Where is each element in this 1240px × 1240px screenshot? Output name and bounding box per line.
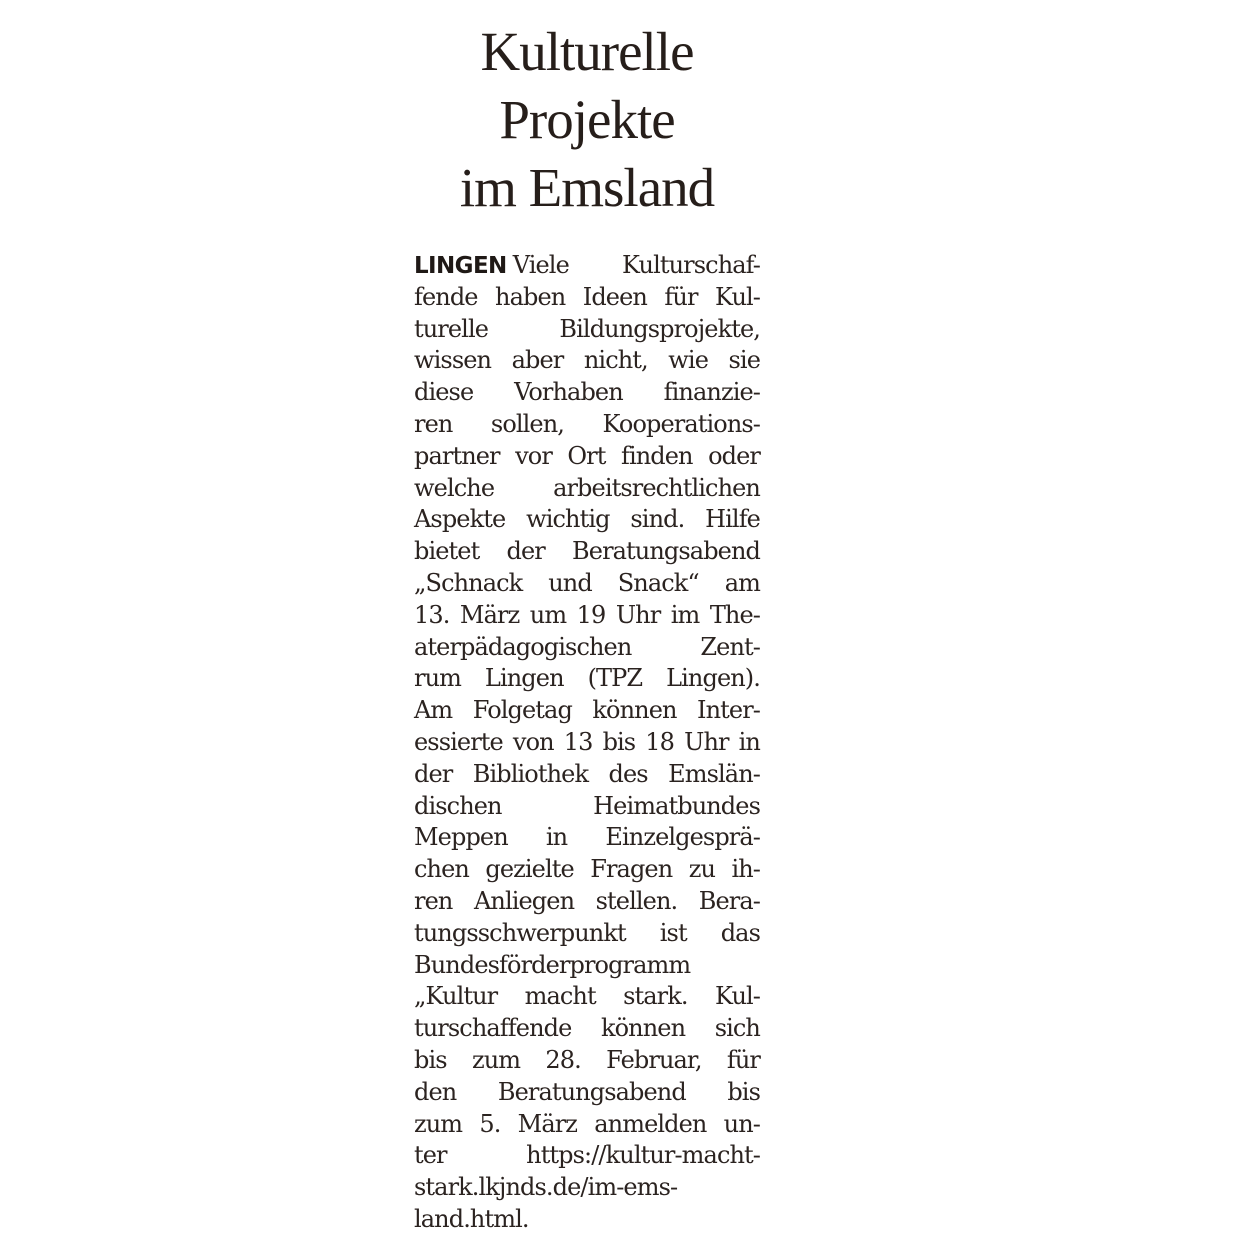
body-line: ter https://kultur-macht-: [414, 1141, 760, 1170]
body-line: stark.lkjnds.de/im-ems-: [414, 1173, 678, 1202]
headline-line-3: im Emsland: [459, 157, 715, 218]
body-line: tungsschwerpunkt ist das: [414, 918, 760, 947]
body-line: den Beratungsabend bis: [414, 1077, 760, 1106]
body-line: bis zum 28. Februar, für: [414, 1045, 760, 1074]
body-line: turschaffende können sich: [414, 1014, 760, 1043]
body-line-first: [414, 250, 760, 282]
body-line: land.html.: [414, 1204, 529, 1233]
headline-line-1: Kulturelle: [480, 21, 694, 82]
body-line: Bundesförderprogramm: [414, 950, 691, 979]
body-line: dischen Heimatbundes: [414, 791, 760, 820]
article-body: [414, 250, 760, 1236]
body-line: ren sollen, Kooperations-: [414, 409, 760, 438]
body-line: Aspekte wichtig sind. Hilfe: [414, 505, 760, 534]
body-line: diese Vorhaben finanzie-: [414, 378, 760, 407]
body-line: wissen aber nicht, wie sie: [414, 346, 760, 375]
body-line: der Bibliothek des Emslän-: [414, 759, 760, 788]
body-line: essierte von 13 bis 18 Uhr in: [414, 727, 760, 756]
body-line: turelle Bildungsprojekte,: [414, 314, 760, 343]
body-line: welche arbeitsrechtlichen: [414, 473, 760, 502]
news-article: [414, 18, 760, 1236]
body-line: bietet der Beratungsabend: [414, 537, 760, 566]
body-line: chen gezielte Fragen zu ih-: [414, 855, 760, 884]
article-headline: [414, 18, 760, 222]
body-line: „Kultur macht stark. Kul-: [414, 982, 760, 1011]
body-line: 13. März um 19 Uhr im The-: [414, 600, 760, 629]
body-line: Meppen in Einzelgesprä-: [414, 823, 760, 852]
body-line-text: Viele Kulturschaf-: [512, 251, 760, 279]
dateline: LINGEN: [414, 253, 507, 279]
body-line: aterpädagogischen Zent-: [414, 632, 760, 661]
body-line: fende haben Ideen für Kul-: [414, 282, 760, 311]
body-line: rum Lingen (TPZ Lingen).: [414, 664, 760, 693]
body-line: partner vor Ort finden oder: [414, 441, 760, 470]
body-line: Am Folgetag können Inter-: [414, 696, 760, 725]
body-line: zum 5. März anmelden un-: [414, 1109, 760, 1138]
headline-line-2: Projekte: [499, 89, 675, 150]
body-line: „Schnack und Snack“ am: [414, 568, 760, 597]
body-line: ren Anliegen stellen. Bera-: [414, 886, 760, 915]
